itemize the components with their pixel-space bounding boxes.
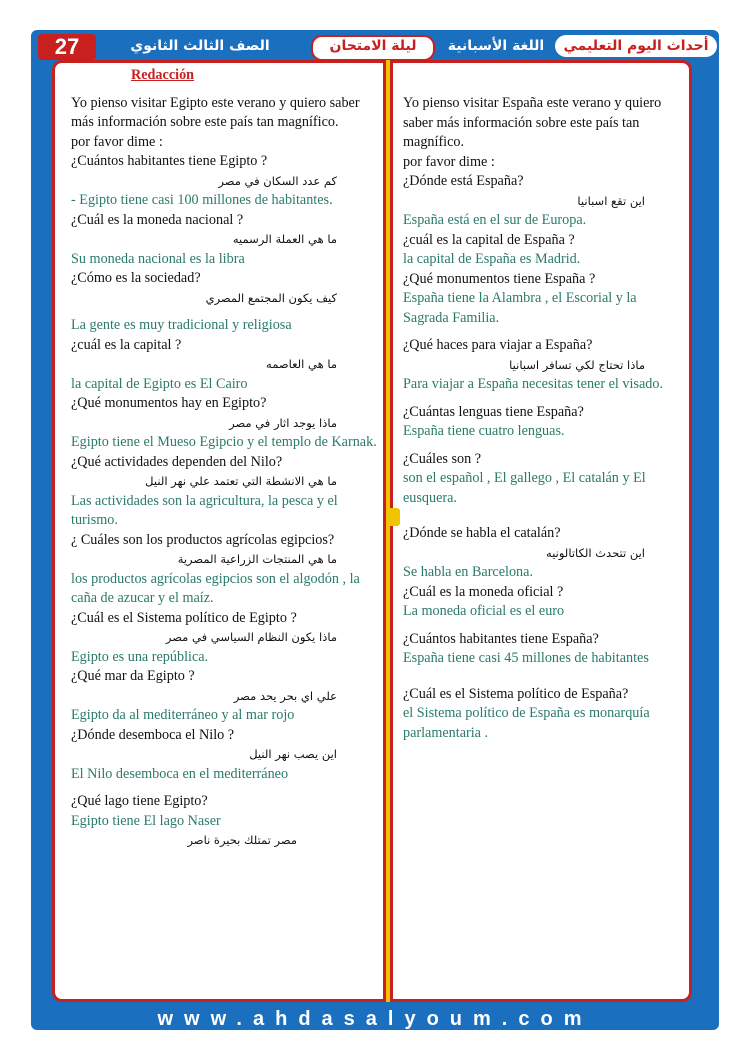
intro-text: Yo pienso visitar Egipto este verano y quiero saber más información sobre este país tan magnífico. [71,94,360,130]
paper-name: أحداث اليوم التعليمي [555,35,717,57]
question: ¿Qué mar da Egipto ? [71,668,195,684]
question: ¿Cuál es el Sistema político de España? [403,685,629,702]
question: ¿Cuántos habitantes tiene Egipto ? [71,153,268,169]
arabic-translation: كم عدد السكان في مصر [218,173,337,188]
question: ¿Dónde está España? [403,173,524,189]
arabic-translation: ما هي المنتجات الزراعية المصرية [177,552,337,566]
egypt-column [71,66,377,851]
intro-text: Yo pienso visitar España este verano y quiero saber más información sobre este país tan magnífico. [403,95,662,150]
answer: Las actividades son la agricultura, la pesca y el turismo. [71,492,338,528]
grade-label: الصف الثالث الثانوي [130,38,270,54]
question: ¿Cuál es la moneda oficial ? [403,583,564,600]
question: ¿cuál es la capital ? [71,336,182,353]
page-number: 27 [38,34,96,60]
answer: Para viajar a España necesitas tener el visado. [403,376,663,392]
tell-me-text: por favor dime : [403,153,495,170]
question: ¿Cuántos habitantes tiene España? [403,630,599,647]
arabic-translation: ما هي العملة الرسميه [232,232,337,246]
answer: Egipto da al mediterráneo y al mar rojo [71,707,295,723]
question: ¿Dónde se habla el catalán? [403,525,561,541]
question: ¿Qué haces para viajar a España? [403,337,593,353]
arabic-translation: ماذا تحتاج لكي تسافر اسبانيا [509,357,645,372]
arabic-translation: ماذا يكون النظام السياسي في مصر [165,630,337,644]
arabic-translation: ما هي الانشطة التي تعتمد علي نهر النيل [145,474,337,488]
divider-marker [386,508,400,526]
answer: La gente es muy tradicional y religiosa [71,317,292,333]
column-divider [383,60,393,1002]
question: ¿Qué actividades dependen del Nilo? [71,453,283,470]
answer: son el español , El gallego , El catalán y El eusquera. [403,470,646,506]
answer: el Sistema político de España es monarquía parlamentaria . [403,705,650,741]
arabic-translation: اين تقع اسبانيا [577,193,645,208]
question: ¿Qué lago tiene Egipto? [71,793,208,809]
section-title: Redacción [131,67,195,83]
answer: - Egipto tiene casi 100 millones de habitantes. [71,192,333,208]
answer: España tiene cuatro lenguas. [403,423,565,439]
answer: Se habla en Barcelona. [403,564,533,580]
answer: la capital de España es Madrid. [403,251,581,267]
arabic-translation: علي اي بحر يحد مصر [233,688,337,703]
question: ¿Qué monumentos tiene España ? [403,270,596,287]
question: ¿Dónde desemboca el Nilo ? [71,726,235,743]
question: ¿Cuáles son ? [403,450,482,467]
answer: Egipto tiene El lago Naser [71,812,221,829]
question: ¿Qué monumentos hay en Egipto? [71,395,267,411]
arabic-translation: اين يصب نهر النيل [249,747,337,761]
subject-label: اللغة الأسبانية [447,38,545,54]
question: ¿cuál es la capital de España ? [403,231,575,248]
question: ¿Cuál es la moneda nacional ? [71,211,244,228]
answer: Su moneda nacional es la libra [71,250,245,267]
question: ¿Cuántas lenguas tiene España? [403,403,584,420]
answer: los productos agrícolas egipcios son el algodón , la caña de azucar y el maíz. [71,570,360,606]
arabic-translation: اين تتحدث الكاتالونيه [546,545,645,560]
arabic-translation: ماذا يوجد اثار في مصر [229,415,337,430]
tell-me-text: por favor dime : [71,133,163,150]
arabic-translation: مصر تمتلك بحيرة ناصر [187,833,297,847]
question: ¿Cómo es la sociedad? [71,270,201,286]
answer: Egipto tiene el Mueso Egipcio y el templo de Karnak. [71,434,377,450]
arabic-translation: ما هي العاصمه [266,357,337,371]
question: ¿Cuál es el Sistema político de Egipto ? [71,609,297,626]
answer: Egipto es una república. [71,648,209,665]
answer: España tiene casi 45 millones de habitantes [403,650,649,666]
arabic-translation: كيف يكون المجتمع المصري [205,290,337,305]
answer: la capital de Egipto es El Cairo [71,375,248,392]
answer: España tiene la Alambra , el Escorial y la Sagrada Familia. [403,290,637,326]
exam-night-label: ليلة الامتحان [311,35,435,61]
answer: La moneda oficial es el euro [403,603,565,619]
footer-url: www.ahdasalyoum.com [157,1008,593,1030]
answer: España está en el sur de Europa. [403,212,587,228]
question: ¿ Cuáles son los productos agrícolas egipcios? [71,531,335,548]
spain-column [403,94,685,743]
answer: El Nilo desemboca en el mediterráneo [71,765,289,782]
